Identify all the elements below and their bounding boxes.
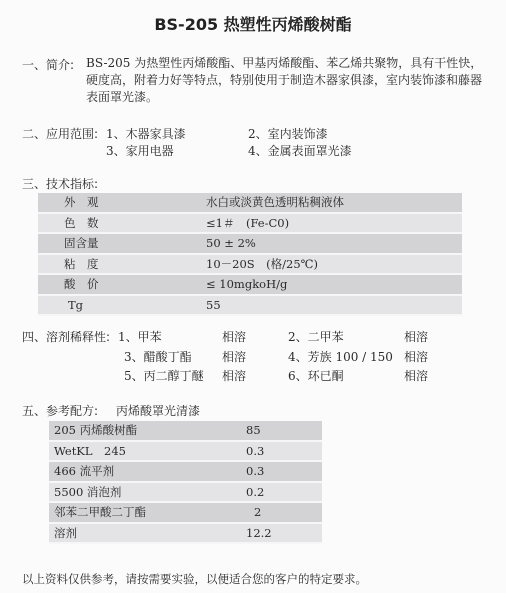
application-item: 4、金属表面罩光漆 [248,144,352,158]
solvent-status: 相溶 [222,330,247,344]
solvent-status: 相溶 [222,369,247,383]
ingredient-name: 466 流平剂 [49,461,234,482]
intro-text: BS-205 为热塑性丙烯酸酯、甲基丙烯酸酯、苯乙烯共聚物，具有干性快，硬度高，附着力好等特点，特别使用于制造木器家俱漆，室内装饰漆和藤器表面罩光漆。 [86,56,483,104]
spec-key: 色 数 [38,213,192,234]
spec-key: 外 观 [38,193,192,213]
ingredient-amount: 85 [234,421,322,441]
spec-key: 固含量 [38,233,192,254]
solvent-name: 6、环已酮 [288,369,344,383]
solvent-status: 相溶 [404,350,429,364]
formula-title: 丙烯酸罩光清漆 [116,404,201,418]
table-row [49,421,322,441]
spec-key: 酸 价 [38,274,192,295]
spec-value: 55 [192,295,462,316]
table-row [49,523,322,544]
application-item: 2、室内装饰漆 [248,127,328,141]
spec-value: ≤ 10mgkoH/g [192,274,462,295]
ingredient-name: 205 丙烯酸树酯 [49,421,234,441]
spec-key: Tg [38,295,192,316]
ingredient-name: 溶剂 [49,523,234,544]
ingredient-amount: 12.2 [234,523,322,544]
solvent-status: 相溶 [222,350,247,364]
application-item: 1、木器家具漆 [106,127,186,141]
spec-value: 10－20S (格/25℃) [192,254,462,275]
solvent-name: 5、丙二醇丁醚 [124,369,204,383]
solvent-name: 3、醋酸丁酯 [124,350,192,364]
ingredient-name: 5500 消泡剂 [49,482,234,503]
ingredient-amount: 0.3 [234,461,322,482]
spec-value: ≤1＃ (Fe-C0) [192,213,462,234]
ingredient-amount: 0.2 [234,482,322,503]
solvents-label: 四、溶剂稀释性: [22,330,111,344]
ingredient-amount: 0.3 [234,441,322,462]
spec-value: 水白或淡黄色透明粘稠液体 [192,193,462,213]
table-row [38,213,462,234]
table-row [38,193,462,213]
solvent-status: 相溶 [404,330,429,344]
spec-key: 粘 度 [38,254,192,275]
ingredient-name: 邻苯二甲酸二丁酯 [49,502,234,523]
solvent-name: 1、甲苯 [118,330,162,344]
table-row [49,502,322,523]
table-row [49,482,322,503]
ingredient-name: WetKL 245 [49,441,234,462]
document-title: BS-205 热塑性丙烯酸树酯 [154,15,352,34]
formula-label: 五、参考配方: [22,404,99,418]
tech-specs-label: 三、技术指标: [22,177,99,191]
solvent-name: 4、芳族 100 / 150 [288,350,393,364]
table-row [38,274,462,295]
ingredient-amount: 2 [234,502,322,523]
footer-note: 以上资料仅供参考，请按需要实验，以便适合您的客户的特定要求。 [22,572,367,586]
application-item: 3、家用电器 [106,144,174,158]
solvent-name: 2、二甲苯 [288,330,344,344]
table-row [38,233,462,254]
applications-label: 二、应用范围: [22,127,99,141]
intro-label: 一、简介: [22,58,75,72]
table-row [49,461,322,482]
formula-table [49,421,322,544]
table-row [49,441,322,462]
table-row [38,295,462,316]
spec-value: 50 ± 2% [192,233,462,254]
table-row [38,254,462,275]
solvent-status: 相溶 [404,369,429,383]
tech-specs-table [38,193,462,316]
